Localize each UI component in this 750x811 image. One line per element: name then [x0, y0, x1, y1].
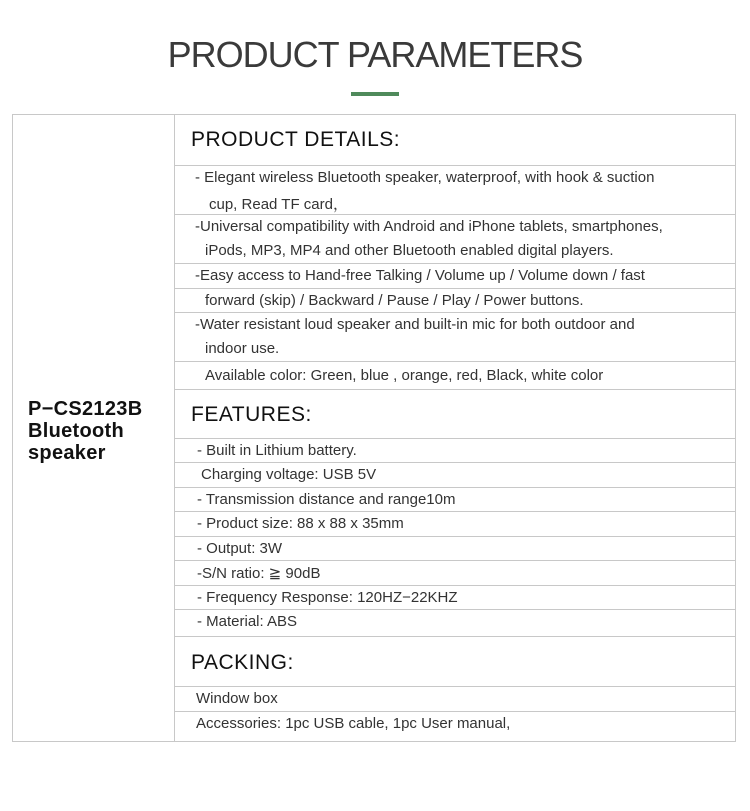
details-row [175, 214, 736, 239]
features-line: - Product size: 88 x 88 x 35mm [197, 515, 404, 532]
features-row [175, 462, 736, 487]
details-line: iPods, MP3, MP4 and other Bluetooth enabled digital players. [205, 242, 614, 259]
packing-line: Window box [196, 690, 278, 707]
details-row [175, 165, 736, 190]
details-row [175, 361, 736, 389]
details-line: -Water resistant loud speaker and built-in mic for both outdoor and [195, 316, 635, 333]
features-row [175, 487, 736, 511]
details-row [175, 312, 736, 337]
features-row [175, 585, 736, 609]
details-row [175, 337, 736, 361]
section-separator [175, 636, 736, 637]
packing-row [175, 711, 736, 742]
product-model-cell [28, 398, 173, 464]
details-row [175, 239, 736, 263]
features-row [175, 609, 736, 636]
details-row [175, 288, 736, 312]
section-separator [175, 389, 736, 390]
page-title: PRODUCT PARAMETERS [167, 34, 583, 75]
details-line: indoor use. [205, 340, 280, 357]
details-heading: PRODUCT DETAILS: [191, 128, 401, 151]
features-row [175, 560, 736, 585]
packing-row [175, 686, 736, 711]
details-row [175, 190, 736, 214]
title-underline [351, 92, 399, 96]
model-line: Bluetooth [28, 420, 125, 442]
features-row [175, 536, 736, 560]
features-line: - Output: 3W [197, 540, 283, 557]
features-line: - Frequency Response: 120HZ−22KHZ [197, 589, 458, 606]
details-line: - Elegant wireless Bluetooth speaker, waterproof, with hook & suction [195, 169, 655, 186]
packing-line: Accessories: 1pc USB cable, 1pc User manual, [196, 715, 511, 732]
features-line: - Built in Lithium battery. [197, 442, 357, 459]
details-line: -Easy access to Hand-free Talking / Volume up / Volume down / fast [195, 267, 645, 284]
features-row [175, 511, 736, 536]
features-line: Charging voltage: USB 5V [201, 466, 377, 483]
features-line: -S/N ratio: ≧ 90dB [197, 565, 321, 582]
packing-heading: PACKING: [191, 651, 294, 674]
model-line: speaker [28, 442, 106, 464]
details-line: cup, Read TF card， [209, 196, 348, 213]
features-line: - Transmission distance and range10m [197, 491, 456, 508]
details-line: Available color: Green, blue , orange, red, Black, white color [205, 367, 604, 384]
model-line: P−CS2123B [28, 398, 143, 420]
details-line: forward (skip) / Backward / Pause / Play / Power buttons. [205, 292, 584, 309]
details-line: -Universal compatibility with Android and iPhone tablets, smartphones, [195, 218, 663, 235]
features-line: - Material: ABS [197, 613, 298, 630]
features-heading: FEATURES: [191, 403, 312, 426]
features-row [175, 438, 736, 462]
details-row [175, 263, 736, 288]
